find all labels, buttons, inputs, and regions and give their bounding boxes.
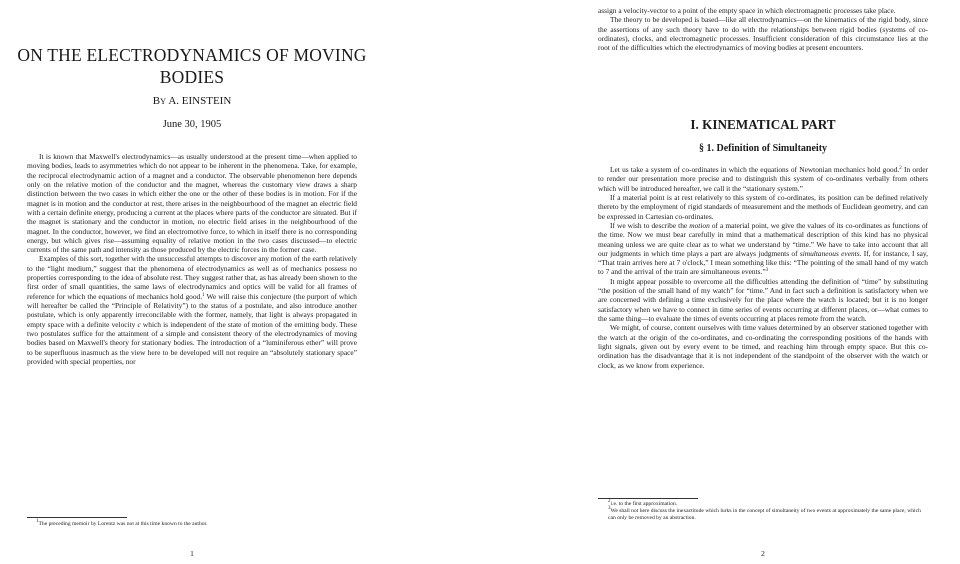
footnotes	[608, 501, 930, 522]
paragraph-text: Examples of this sort, together with the unsuccessful attempts to discover any motion of the earth relatively to the “light medium,” suggest that the phenomena of electrodynamics as well as of mechanics possess no properties corresponding to the idea of absolute rest. They suggest rather that, as has already been shown to the first order of small quantities, the same laws of electrodynamics and optics will be valid for all frames of reference for which the equations of mechanics hold good.	[27, 254, 357, 301]
author-line	[14, 95, 370, 107]
paragraph	[598, 221, 928, 277]
footnote-text: The preceding memoir by Lorentz was not at this time known to the author.	[38, 521, 208, 527]
footnote	[608, 508, 930, 522]
paragraph-text: Let us take a system of co-ordinates in which the equations of Newtonian mechanics hold good.	[610, 165, 900, 174]
paragraph-text: In order to render our presentation more precise and to distinguish this system of co-ordinates verbally from others which will be introduced hereafter, we call it the “stationary system.”	[598, 165, 928, 193]
page-gutter	[382, 0, 578, 564]
paper-date: June 30, 1905	[162, 119, 222, 130]
paragraph: We might, of course, content ourselves with time values determined by an observer stationed together with the watch at the origin of the co-ordinates, and co-ordinating the corresponding positions of the hands with light signals, given out by every event to be timed, and reaching him through empty space. But this co-ordination has the disadvantage that it is not independent of the standpoint of the observer with the watch or clock, as we know from experience.	[598, 323, 928, 370]
page-number: 1	[190, 549, 194, 558]
paragraph: The theory to be developed is based—like all electrodynamics—on the kinematics of the rigid body, since the assertions of any such theory have to do with the relationships between rigid bodies (systems of co-ordinates), clocks, and electromagnetic processes. Insufficient consideration of this circumstance lies at the root of the difficulties which the electrodynamics of moving bodies at present encounters.	[598, 15, 928, 53]
page-1-body	[27, 152, 357, 366]
footnotes	[36, 521, 356, 528]
page-number: 2	[761, 549, 765, 558]
paragraph: If a material point is at rest relatively to this system of co-ordinates, its position can be defined relatively thereto by the employment of rigid standards of measurement and the methods of Euclidean geometry, and can be expressed in Cartesian co-ordinates.	[598, 192, 928, 221]
paragraph: It might appear possible to overcome all the difficulties attending the definition of “time” by substituting “the position of the small hand of my watch” for “time.” And in fact such a definition is satisfactory when we are concerned with defining a time exclusively for the place where the watch is located; but it is no longer satisfactory when we have to connect in time series of events occurring at different places, or—what comes to the same thing—to evaluate the times of events occurring at places remote from the watch.	[598, 276, 928, 323]
paragraph-text: We will raise this conjecture (the purport of which will hereafter be called the “Principle of Relativity”) to the status of a postulate, and also introduce another postulate, which is only apparently irreconcilable with the former, namely, that light is always propagated in empty space with a definite velocity	[27, 291, 357, 329]
page-2-body	[598, 165, 928, 370]
paragraph-text: of a material point, we give the values of its co-ordinates as functions of the time. Now we must bear carefully in mind that a mathematical description of this kind has no physical meaning unless we are quite clear as to what we understand by “time.” We have to take into account that all our judgments in which time plays a part are always judgments of	[598, 220, 928, 258]
footnote-rule	[27, 517, 127, 518]
footnote-mark: 3	[608, 506, 611, 511]
subsection-title: § 1. Definition of Simultaneity	[698, 143, 828, 154]
page-2-top-text	[598, 6, 928, 53]
footnote-mark: 2	[608, 499, 611, 504]
footnote-ref: 3	[765, 268, 769, 274]
symbol-c: c	[137, 319, 141, 329]
emphasis-motion: motion	[689, 220, 710, 230]
author-prefix-y: Y	[160, 96, 167, 106]
paper-title: ON THE ELECTRODYNAMICS OF MOVING BODIES	[17, 45, 367, 87]
author-name: A. EINSTEIN	[168, 95, 232, 107]
footnote-mark: 1	[36, 519, 39, 524]
footnote-text: We shall not here discuss the inexactitude which lurks in the concept of simultaneity of two events at approximately the same place, which can only be removed by an abstraction.	[608, 508, 921, 521]
footnote-ref: 2	[899, 166, 902, 171]
footnote	[36, 521, 356, 528]
page-1	[0, 0, 382, 564]
paragraph-text: which is independent of the state of motion of the emitting body. These two postulates suffice for the attainment of a simple and consistent theory of the electrodynamics of moving bodies based on Maxwell's theory for stationary bodies. The introduction of a “luminiferous ether” will prove to be superfluous inasmuch as the view here to be developed will not require an “absolutely stationary space” provided with special properties, nor	[27, 319, 357, 366]
author-prefix-b: B	[152, 95, 161, 107]
footnote-rule	[598, 498, 698, 499]
paragraph: assign a velocity-vector to a point of the empty space in which electromagnetic processes take place.	[598, 6, 896, 15]
page-2	[578, 0, 960, 564]
paragraph	[27, 254, 357, 366]
section-title: I. KINEMATICAL PART	[690, 117, 836, 132]
paragraph-text: If we wish to describe the	[610, 220, 690, 230]
footnote	[608, 501, 930, 508]
footnote-ref: 1	[202, 292, 205, 298]
paragraph-text: If, for instance, I say, “That train arrives here at 7 o'clock,” I mean something like this: “The pointing of the small hand of my watch to 7 and the arrival of the train are simultaneous events.”	[598, 248, 928, 277]
paragraph	[598, 165, 928, 193]
footnote-text: i.e. to the first approximation.	[610, 501, 678, 507]
paragraph: It is known that Maxwell's electrodynamics—as usually understood at the present time—when applied to moving bodies, leads to asymmetries which do not appear to be inherent in the phenomena. Take, for example, the reciprocal electrodynamic action of a magnet and a conductor. The observable phenomenon here depends only on the relative motion of the conductor and the magnet, whereas the customary view draws a sharp distinction between the two cases in which either the one or the other of these bodies is in motion. For if the magnet is in motion and the conductor at rest, there arises in the neighbourhood of the magnet an electric field with a certain definite energy, producing a current at the places where parts of the conductor are situated. But if the magnet is stationary and the conductor in motion, no electric field arises in the neighbourhood of the magnet. In the conductor, however, we find an electromotive force, to which in itself there is no corresponding energy, but which gives rise—assuming equality of relative motion in the two cases discussed—to electric currents of the same path and intensity as those produced by the electric forces in the former case.	[27, 152, 357, 255]
emphasis-simultaneous: simultaneous events.	[799, 248, 862, 258]
